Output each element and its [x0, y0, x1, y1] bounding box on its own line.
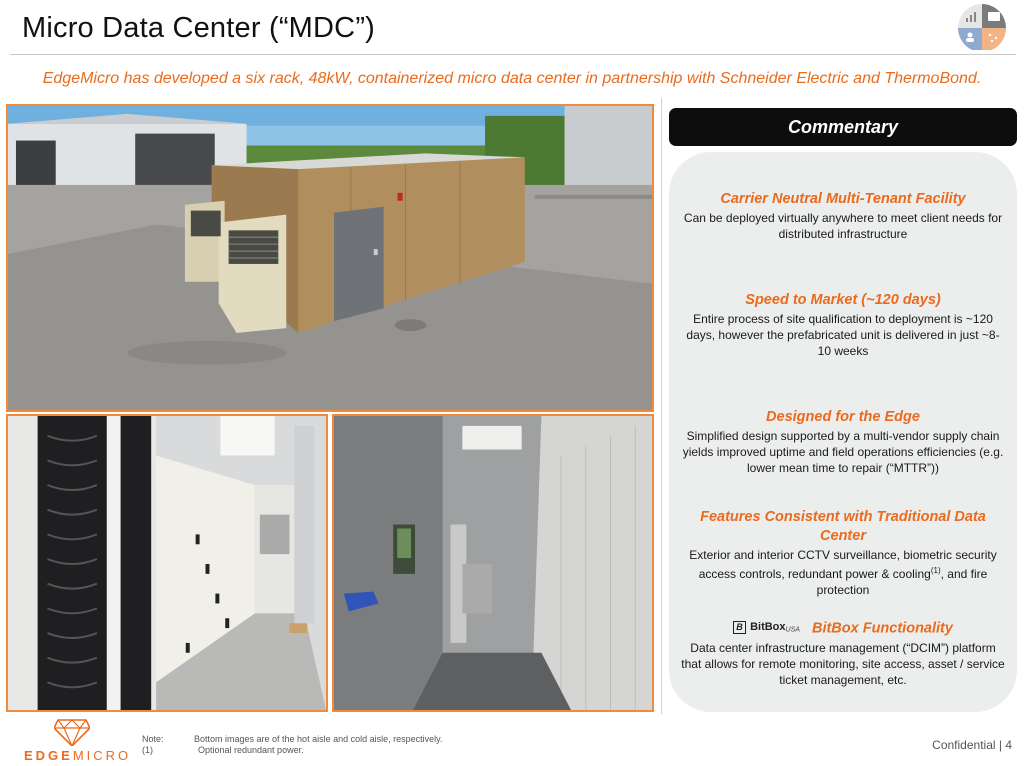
note-label [142, 734, 164, 756]
page-number: | 4 [998, 738, 1012, 752]
slide-title: Micro Data Center (“MDC”) [22, 12, 376, 44]
item-body: Data center infrastructure management (“DCIM”) platform that allows for remote monitoring, site access, asset / service ticket management, etc. [681, 641, 1005, 688]
note-ref: (1) [142, 745, 153, 755]
bitbox-logo-text: BitBox [750, 621, 786, 633]
item-title: Speed to Market (~120 days) [745, 292, 941, 308]
commentary-item-carrier-neutral [669, 190, 1017, 242]
hot-aisle-photo [6, 414, 328, 712]
confidential-label [932, 738, 1012, 752]
vertical-divider [661, 98, 662, 714]
commentary-header: Commentary [669, 108, 1017, 146]
commentary-item-speed-to-market [669, 291, 1017, 359]
item-title-row [681, 618, 1005, 639]
gem-logo-icon [54, 718, 90, 746]
commentary-item-traditional-features [669, 508, 1017, 598]
item-title: BitBox Functionality [811, 620, 953, 637]
note-label-text: Note: [142, 734, 164, 744]
bitbox-logo [733, 618, 800, 639]
title-divider [10, 54, 1016, 55]
item-title: Designed for the Edge [766, 409, 920, 425]
item-body [687, 547, 999, 598]
note-text [194, 734, 442, 756]
note-line-2: Optional redundant power. [198, 745, 304, 755]
logo-word-micro: MICRO [72, 748, 132, 763]
item-body: Can be deployed virtually anywhere to meet client needs for distributed infrastructure [683, 211, 1003, 241]
item-body: Entire process of site qualification to deployment is ~120 days, however the prefabricated unit is delivered in just ~8-10 weeks [686, 312, 1000, 358]
logo-word-edge: EDGE [24, 748, 73, 763]
mdc-exterior-photo [6, 104, 654, 412]
note-line-1: Bottom images are of the hot aisle and cold aisle, respectively. [194, 734, 443, 744]
edgemicro-logo [24, 718, 134, 764]
quadrant-corner-icon [950, 2, 1014, 50]
logo-wordmark [24, 748, 134, 763]
bitbox-logo-box: B [733, 621, 746, 634]
item-title: Carrier Neutral Multi-Tenant Facility [720, 191, 966, 207]
commentary-item-designed-for-edge [669, 408, 1017, 476]
slide-subtitle: EdgeMicro has developed a six rack, 48kW, containerized micro data center in partnership with Schneider Electric and ThermoBond. [42, 70, 982, 87]
commentary-item-bitbox [669, 618, 1017, 688]
item-body-main: Exterior and interior CCTV surveillance, biometric security access controls, redundant power & cooling [689, 548, 997, 581]
item-body-tail: , and fire protection [816, 567, 988, 597]
cold-aisle-photo [332, 414, 654, 712]
footnote-ref: (1) [930, 566, 941, 575]
confidential-text: Confidential [932, 738, 996, 752]
bitbox-logo-suffix: USA [785, 626, 800, 634]
item-body: Simplified design supported by a multi-vendor supply chain yields improved uptime and field operations efficiencies (e.g. lower mean time to repair (“MTTR”)) [682, 429, 1004, 475]
item-title: Features Consistent with Traditional Data Center [700, 509, 986, 544]
